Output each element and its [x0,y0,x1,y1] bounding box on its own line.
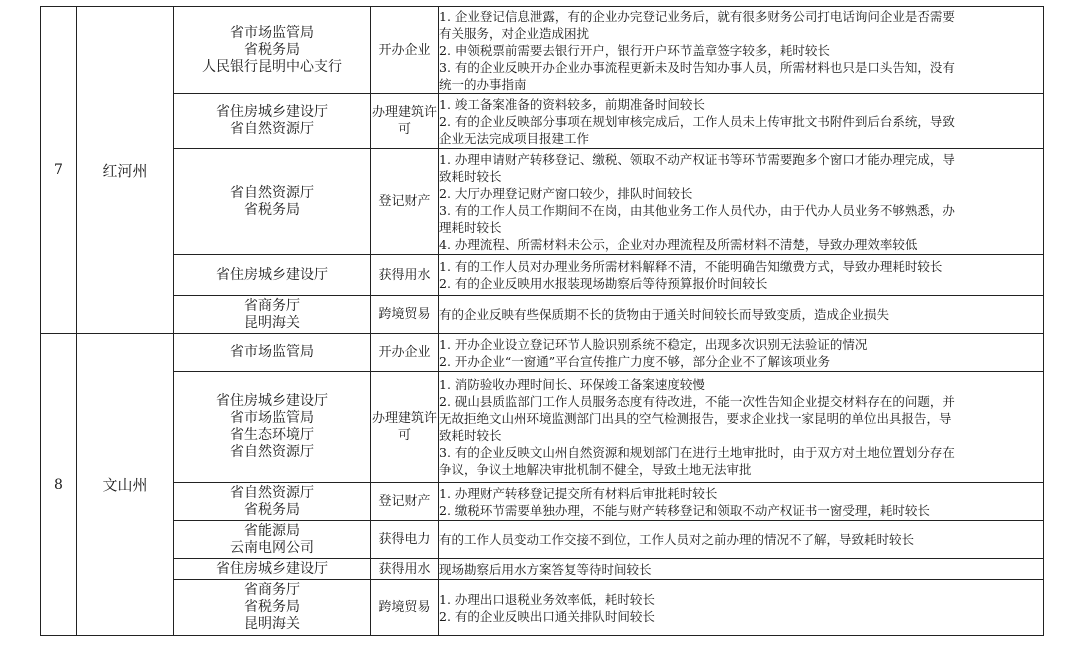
issue-description: 1. 办理申请财产转移登记、缴税、领取不动产权证书等环节需要跑多个窗口才能办理完成，导 致耗时较长 2. 大厅办理登记财产窗口较少，排队时间较长 3. 有的工作人员工作期间不在岗，由其他业务工作人员代办，由于代办人员业务不够熟悉，办 理耗时较长 4. 办理流程、所需材料未公示，企业对办理流程及所需材料不清楚，导致办理效率较低 [439,149,1044,255]
issue-description: 1. 办理财产转移登记提交所有材料后审批耗时较长 2. 缴税环节需要单独办理，不能与财产转移登记和领取不动产权证书一窗受理，耗时较长 [439,483,1044,521]
responsible-departments: 省商务厅 昆明海关 [174,296,371,334]
table-row [41,255,1044,296]
issue-description: 1. 竣工备案准备的资料较多，前期准备时间较长 2. 有的企业反映部分事项在规划审核完成后，工作人员未上传审批文书附件到后台系统，导致 企业无法完成项目报建工作 [439,94,1044,149]
responsible-departments: 省自然资源厅 省税务局 [174,483,371,521]
table-row [41,559,1044,580]
table-row [41,521,1044,559]
responsible-departments: 省住房城乡建设厅 [174,255,371,296]
indicator-item: 办理建筑许可 [371,372,439,483]
row-number: 7 [41,7,77,334]
issue-description: 有的企业反映有些保质期不长的货物由于通关时间较长而导致变质，造成企业损失 [439,296,1044,334]
issue-table [40,6,1044,636]
issue-description: 1. 企业登记信息泄露，有的企业办完登记业务后，就有很多财务公司打电话询问企业是否需要 有关服务，对企业造成困扰 2. 申领税票前需要去银行开户，银行开户环节盖章签字较多，耗时较长 3. 有的企业反映开办企业办事流程更新未及时告知办事人员，所需材料也只是口头告知，没有 统一的办事指南 [439,7,1044,94]
table-row [41,149,1044,255]
region-name: 红河州 [77,7,174,334]
issue-description: 1. 办理出口退税业务效率低，耗时较长 2. 有的企业反映出口通关排队时间较长 [439,580,1044,636]
indicator-item: 开办企业 [371,7,439,94]
table-row [41,94,1044,149]
indicator-item: 办理建筑许可 [371,94,439,149]
issue-description: 1. 消防验收办理时间长、环保竣工备案速度较慢 2. 砚山县质监部门工作人员服务态度有待改进，不能一次性告知企业提交材料存在的问题，并 无故拒绝文山州环境监测部门出具的空气检测报告，要求企业找一家昆明的单位出具报告，导 致耗时较长 3. 有的企业反映文山州自然资源和规划部门在进行土地审批时，由于双方对土地位置划分存在 争议，争议土地解决审批机制不健全，导致土地无法审批 [439,372,1044,483]
issue-description: 1. 开办企业设立登记环节人脸识别系统不稳定，出现多次识别无法验证的情况 2. 开办企业“一窗通”平台宣传推广力度不够，部分企业不了解该项业务 [439,334,1044,372]
responsible-departments: 省住房城乡建设厅 [174,559,371,580]
indicator-item: 获得用水 [371,255,439,296]
responsible-departments: 省能源局 云南电网公司 [174,521,371,559]
issue-description: 有的工作人员变动工作交接不到位，工作人员对之前办理的情况不了解，导致耗时较长 [439,521,1044,559]
issue-description: 现场勘察后用水方案答复等待时间较长 [439,559,1044,580]
responsible-departments: 省市场监管局 [174,334,371,372]
indicator-item: 跨境贸易 [371,296,439,334]
table-row [41,580,1044,636]
indicator-item: 获得用水 [371,559,439,580]
table-row [41,483,1044,521]
row-number: 8 [41,334,77,636]
indicator-item: 登记财产 [371,149,439,255]
region-name: 文山州 [77,334,174,636]
indicator-item: 获得电力 [371,521,439,559]
responsible-departments: 省住房城乡建设厅 省市场监管局 省生态环境厅 省自然资源厅 [174,372,371,483]
responsible-departments: 省市场监管局 省税务局 人民银行昆明中心支行 [174,7,371,94]
table-row [41,7,1044,94]
issue-description: 1. 有的工作人员对办理业务所需材料解释不清，不能明确告知缴费方式，导致办理耗时较长 2. 有的企业反映用水报装现场勘察后等待预算报价时间较长 [439,255,1044,296]
table-row [41,372,1044,483]
responsible-departments: 省自然资源厅 省税务局 [174,149,371,255]
responsible-departments: 省商务厅 省税务局 昆明海关 [174,580,371,636]
indicator-item: 跨境贸易 [371,580,439,636]
table-row [41,334,1044,372]
indicator-item: 登记财产 [371,483,439,521]
responsible-departments: 省住房城乡建设厅 省自然资源厅 [174,94,371,149]
table-row [41,296,1044,334]
indicator-item: 开办企业 [371,334,439,372]
